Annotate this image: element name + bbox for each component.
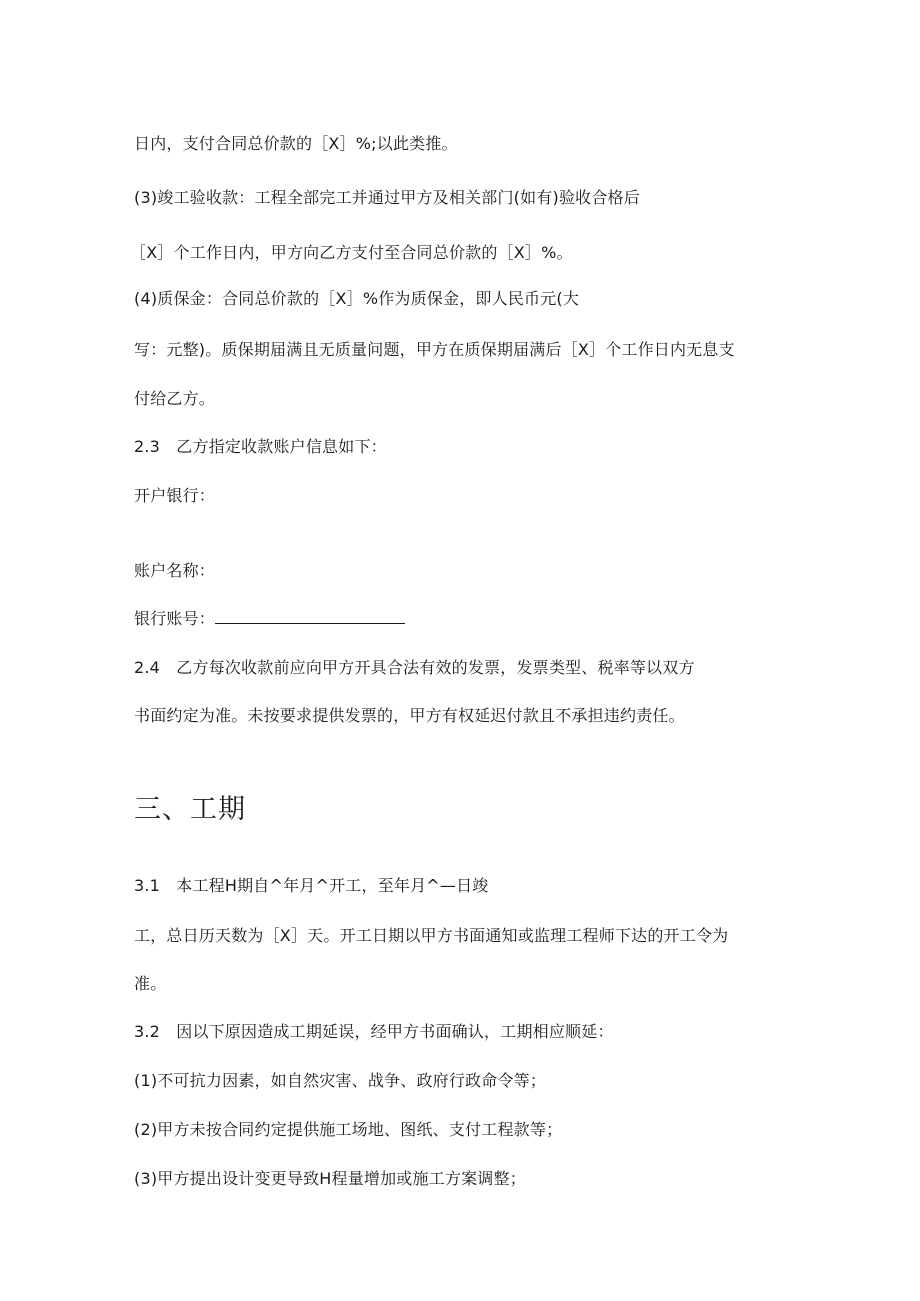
paragraph-line: 准。 [134, 974, 167, 993]
list-item: (1)不可抗力因素，如自然灾害、战争、政府行政命令等； [134, 1071, 547, 1090]
paragraph-line: 付给乙方。 [134, 389, 216, 408]
paragraph-line: 工，总日历天数为［X］天。开工日期以甲方书面通知或监理工程师下达的开工令为 [134, 926, 729, 945]
account-name-label: 账户名称： [134, 561, 216, 580]
account-number-blank [215, 609, 405, 624]
account-number-label: 银行账号： [134, 609, 216, 628]
paragraph-line: 写：元整)。质保期届满且无质量问题，甲方在质保期届满后［X］个工作日内无息支 [134, 340, 735, 359]
list-item: (3)甲方提出设计变更导致H程量增加或施工方案调整； [134, 1169, 526, 1188]
paragraph-line: 日内，支付合同总价款的［X］%;以此类推。 [134, 134, 458, 153]
paragraph-line: 书面约定为准。未按要求提供发票的，甲方有权延迟付款且不承担违约责任。 [134, 706, 685, 725]
paragraph-line: 3.2 因以下原因造成工期延误，经甲方书面确认，工期相应顺延： [134, 1022, 614, 1041]
list-item: (2)甲方未按合同约定提供施工场地、图纸、支付工程款等； [134, 1120, 563, 1139]
paragraph-line: 2.3 乙方指定收款账户信息如下： [134, 437, 387, 456]
section-heading: 三、工期 [134, 794, 246, 825]
account-number-row [134, 609, 405, 629]
paragraph-line: (3)竣工验收款：工程全部完工并通过甲方及相关部门(如有)验收合格后 [134, 188, 640, 207]
paragraph-line: 2.4 乙方每次收款前应向甲方开具合法有效的发票，发票类型、税率等以双方 [134, 658, 695, 677]
paragraph-line: ［X］个工作日内，甲方向乙方支付至合同总价款的［X］%。 [130, 243, 573, 262]
paragraph-line: (4)质保金：合同总价款的［X］%作为质保金，即人民币元(大 [134, 289, 580, 308]
bank-name-label: 开户银行： [134, 486, 216, 505]
paragraph-line: 3.1 本工程H期自^年月^开工，至年月^—日竣 [134, 876, 489, 895]
